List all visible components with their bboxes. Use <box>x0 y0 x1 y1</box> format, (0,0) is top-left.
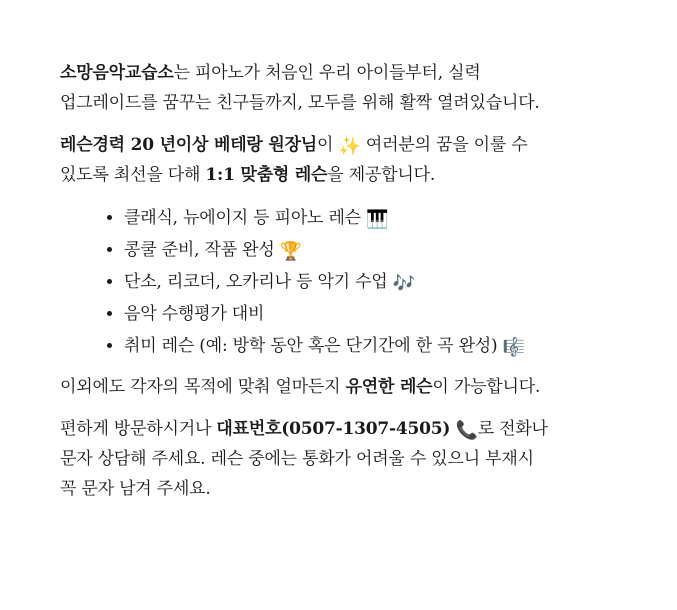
teacher-paragraph <box>60 130 640 190</box>
teacher-experience: 레슨경력 20 년이상 베테랑 원장님 <box>60 135 318 155</box>
intro-text: 는 피아노가 처음인 우리 아이들부터, 실력 <box>173 63 481 83</box>
list-item <box>124 298 640 330</box>
contact-text: 편하게 방문하시거나 <box>60 419 217 439</box>
phone-icon: 📞 <box>455 420 478 441</box>
list-item <box>124 202 640 234</box>
contact-text-line2: 문자 상담해 주세요. 레슨 중에는 통화가 어려울 수 있으니 부재시 <box>60 449 534 469</box>
teacher-text: 이 <box>317 135 334 155</box>
teacher-text-3: 있도록 최선을 다해 <box>60 165 206 185</box>
flexible-lesson: 유연한 레슨 <box>345 377 433 397</box>
flexible-paragraph <box>60 372 640 402</box>
contact-text-2: 로 전화나 <box>477 419 548 439</box>
phone-number[interactable]: 대표번호(0507-1307-4505) <box>216 419 451 439</box>
list-item-text: 클래식, 뉴에이지 등 피아노 레슨 <box>124 208 361 228</box>
teacher-text-2: 여러분의 꿈을 이룰 수 <box>360 135 528 155</box>
list-item-text: 콩쿨 준비, 작품 완성 <box>124 240 275 260</box>
list-item-text: 단소, 리코더, 오카리나 등 악기 수업 <box>124 272 388 292</box>
intro-paragraph <box>60 58 640 118</box>
trophy-icon: 🏆 <box>279 241 303 262</box>
sparkles-icon: ✨ <box>338 136 361 157</box>
musical-score-icon: 🎼 <box>502 337 525 358</box>
lesson-type: 1:1 맞춤형 레슨 <box>205 165 328 185</box>
music-notes-icon: 🎶 <box>392 273 415 294</box>
lesson-list <box>60 202 640 362</box>
list-item-text: 음악 수행평가 대비 <box>124 304 265 324</box>
page-content <box>60 58 640 516</box>
intro-text-line2: 업그레이드를 꿈꾸는 친구들까지, 모두를 위해 활짝 열려있습니다. <box>60 93 540 113</box>
list-item <box>124 266 640 298</box>
list-item <box>124 330 640 362</box>
brand-name: 소망음악교습소 <box>60 63 174 83</box>
contact-paragraph <box>60 414 640 504</box>
list-item-text: 취미 레슨 (예: 방학 동안 혹은 단기간에 한 곡 완성) <box>124 336 498 356</box>
contact-text-line3: 꼭 문자 남겨 주세요. <box>60 479 211 499</box>
flexible-text: 이외에도 각자의 목적에 맞춰 얼마든지 <box>60 377 346 397</box>
list-item <box>124 234 640 266</box>
piano-icon: 🎹 <box>366 209 389 230</box>
teacher-text-4: 을 제공합니다. <box>327 165 436 185</box>
flexible-text-2: 이 가능합니다. <box>432 377 541 397</box>
